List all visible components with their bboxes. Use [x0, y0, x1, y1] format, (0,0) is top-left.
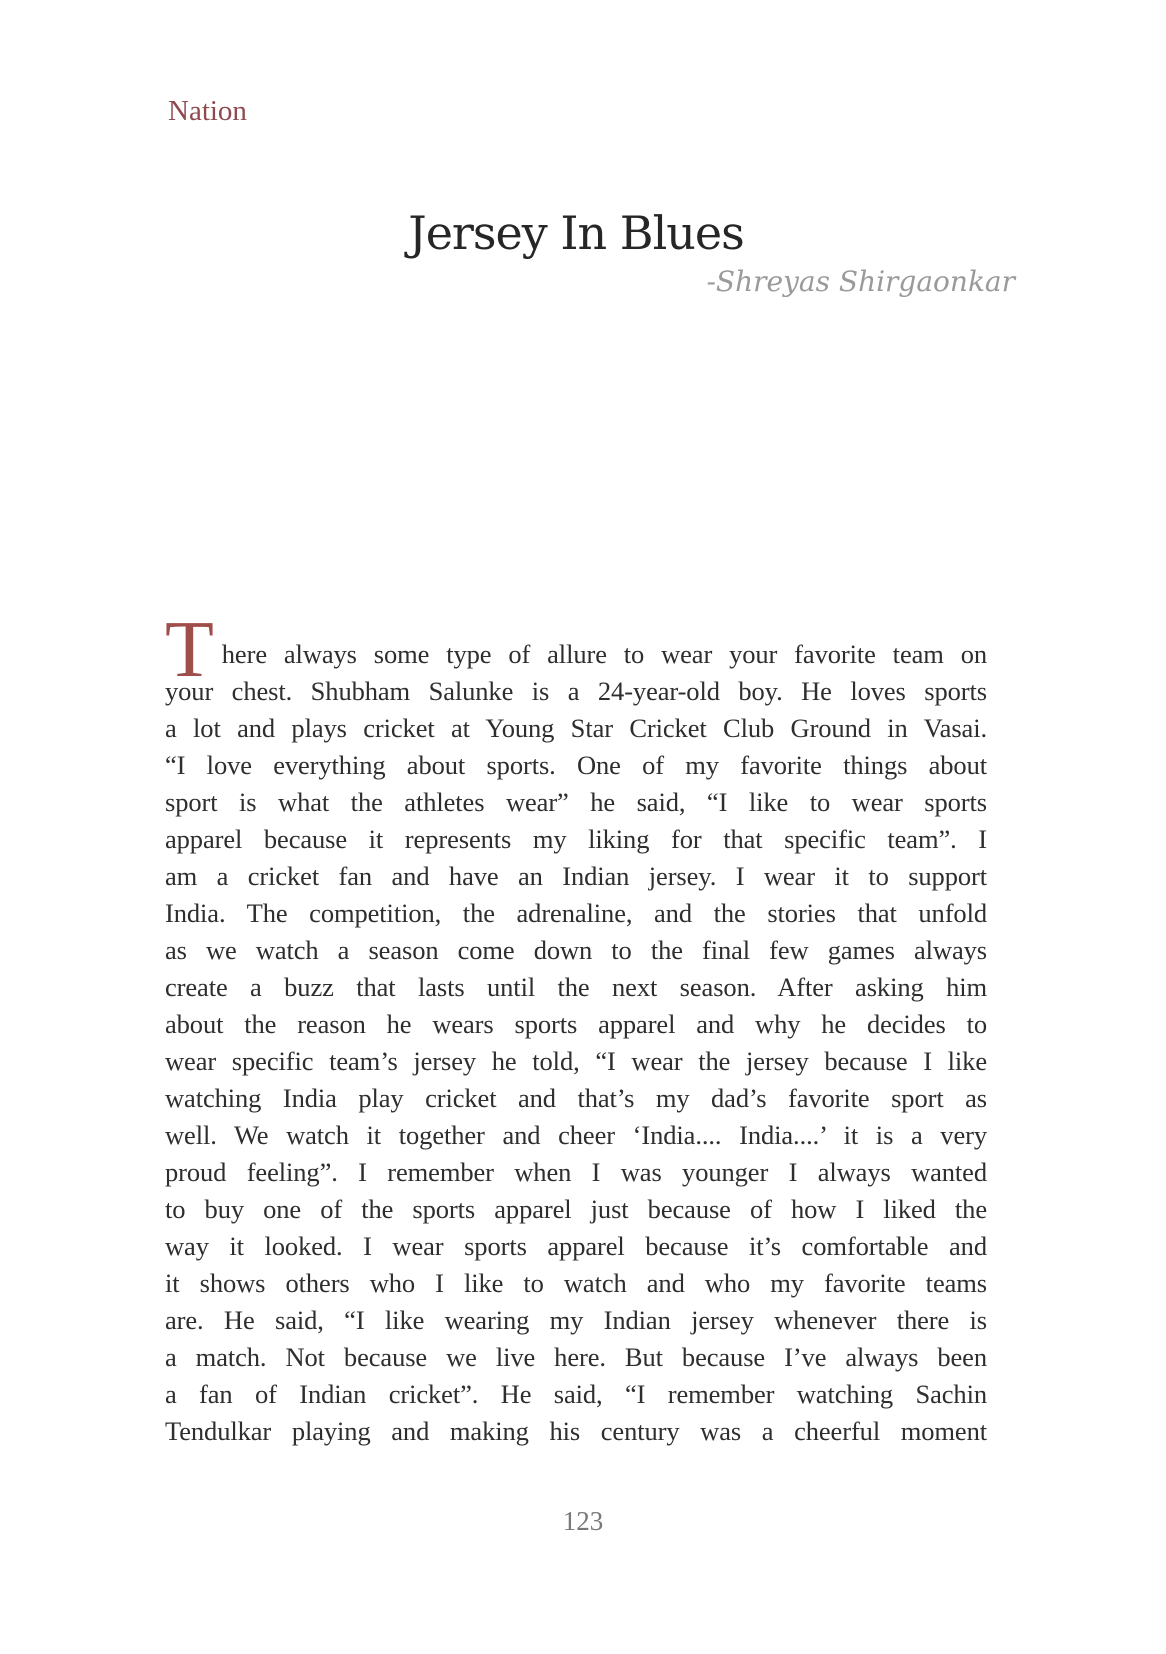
body-line: create a buzz that lasts until the next season. After asking him	[165, 972, 987, 1002]
body-line: well. We watch it together and cheer ‘India.... India....’ it is a very	[165, 1120, 987, 1150]
body-line: way it looked. I wear sports apparel because it’s comfortable and	[165, 1231, 987, 1261]
body-line: a fan of Indian cricket”. He said, “I remember watching Sachin	[165, 1379, 987, 1409]
body-line: are. He said, “I like wearing my Indian jersey whenever there is	[165, 1305, 987, 1335]
section-label: Nation	[168, 95, 247, 127]
body-line: wear specific team’s jersey he told, “I wear the jersey because I like	[165, 1046, 987, 1076]
body-line: Tendulkar playing and making his century was a cheerful moment	[165, 1416, 987, 1446]
body-line: to buy one of the sports apparel just because of how I liked the	[165, 1194, 987, 1224]
body-line: India. The competition, the adrenaline, and the stories that unfold	[165, 898, 987, 928]
body-lines-rest	[165, 673, 987, 1450]
page-title: Jersey In Blues	[408, 206, 744, 260]
body-line: sport is what the athletes wear” he said, “I like to wear sports	[165, 787, 987, 817]
body-line: proud feeling”. I remember when I was younger I always wanted	[165, 1157, 987, 1187]
drop-cap: T	[165, 606, 214, 694]
author-byline: -Shreyas Shirgaonkar	[706, 265, 1015, 298]
body-line: am a cricket fan and have an Indian jersey. I wear it to support	[165, 861, 987, 891]
page-number: 123	[562, 1506, 604, 1536]
body-line: apparel because it represents my liking for that specific team”. I	[165, 824, 987, 854]
body-line-text: here always some type of allure to wear your favorite team on	[221, 639, 987, 669]
body-line: “I love everything about sports. One of my favorite things about	[165, 750, 987, 780]
body-line: about the reason he wears sports apparel and why he decides to	[165, 1009, 987, 1039]
body-line: as we watch a season come down to the final few games always	[165, 935, 987, 965]
body-line: a lot and plays cricket at Young Star Cricket Club Ground in Vasai.	[165, 713, 987, 743]
body-line: it shows others who I like to watch and who my favorite teams	[165, 1268, 987, 1298]
body-line: a match. Not because we live here. But because I’ve always been	[165, 1342, 987, 1372]
body-line: watching India play cricket and that’s my dad’s favorite sport as	[165, 1083, 987, 1113]
body-line: your chest. Shubham Salunke is a 24-year-old boy. He loves sports	[165, 676, 987, 706]
body-paragraph	[165, 606, 987, 1450]
